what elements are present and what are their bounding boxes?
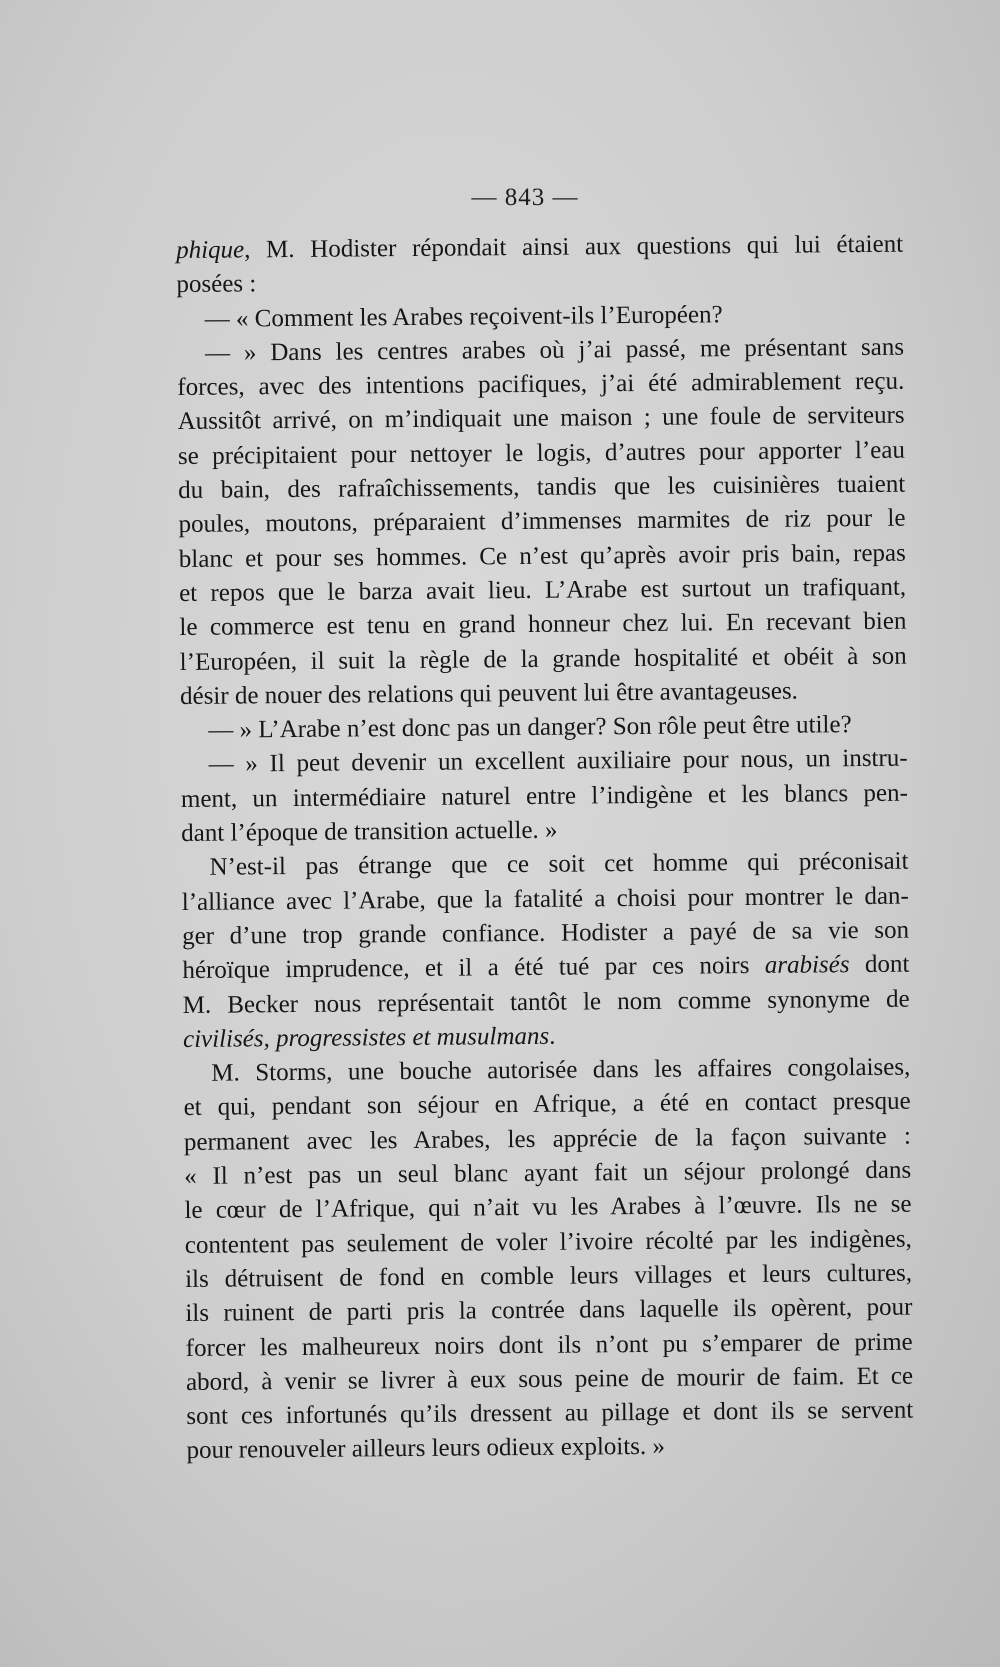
page-number: — 843 —: [471, 184, 579, 211]
text-segment: N’est-il pas étrange que ce soit cet homme qui préconisait: [209, 847, 909, 882]
text-segment: — « Comment les Arabes reçoivent-ils l’Européen?: [204, 300, 723, 333]
body-text: [176, 228, 914, 1469]
text-line: [181, 776, 908, 817]
text-segment: .: [549, 1022, 556, 1050]
text-segment: dont: [849, 950, 910, 979]
text-segment: — » L’Arabe n’est donc pas un danger? Son rôle peut être utile?: [208, 711, 852, 744]
text-line: [185, 1291, 912, 1332]
text-segment: du bain, des rafraîchissements, tandis que les cuisinières tuaient: [178, 470, 906, 505]
text-segment: ils ruinent de parti pris la contrée dans laquelle ils opèrent, pour: [185, 1293, 913, 1328]
text-segment: — » Il peut devenir un excellent auxiliaire pour nous, un instru-: [208, 745, 908, 779]
text-segment: ment, un intermédiaire naturel entre l’indigène et les blancs pen-: [180, 779, 909, 813]
text-segment: pour renouveler ailleurs leurs odieux exploits. »: [186, 1433, 666, 1465]
text-segment: Aussitôt arrivé, on m’indiquait une maison ; une foule de serviteurs: [177, 402, 905, 436]
text-segment: forces, avec des intentions pacifiques, j’ai été admirablement reçu.: [177, 367, 905, 402]
text-line: [186, 1428, 913, 1469]
text-segment: forcer les malheureux noirs dont ils n’ont pu s’emparer de prime: [185, 1328, 913, 1362]
text-line: [184, 1188, 911, 1229]
text-segment: abord, à venir se livrer à eux sous peine de mourir de faim. Et ce: [185, 1362, 914, 1396]
text-segment: permanent avec les Arabes, les apprécie de la façon suivante :: [183, 1122, 912, 1156]
text-line: [180, 639, 907, 680]
italic-text: phique: [176, 236, 245, 264]
text-segment: ger d’une trop grande confiance. Hodister a payé de sa vie son: [182, 916, 910, 950]
text-segment: et repos que le barza avait lieu. L’Arabe est surtout un trafiquant,: [179, 573, 907, 607]
italic-text: arabisés: [764, 951, 850, 980]
text-segment: ils détruisent de fond en comble leurs villages et leurs cultures,: [185, 1259, 913, 1293]
text-segment: sont ces infortunés qu’ils dressent au pillage et dont ils se servent: [186, 1396, 914, 1431]
text-segment: se précipitaient pour nettoyer le logis, d’autres pour apporter l’eau: [177, 436, 906, 470]
text-line: [179, 605, 906, 646]
text-line: [182, 948, 909, 989]
text-segment: blanc et pour ses hommes. Ce n’est qu’après avoir pris bain, repas: [178, 539, 906, 573]
text-segment: et qui, pendant son séjour en Afrique, a été en contact presque: [183, 1088, 911, 1122]
text-line: [176, 228, 903, 269]
text-segment: — » Dans les centres arabes où j’ai passé, me présentant sans: [204, 333, 905, 367]
text-segment: posées :: [176, 270, 257, 299]
text-segment: contentent pas seulement de voler l’ivoire récolté par les indigènes,: [184, 1225, 912, 1259]
text-segment: poules, moutons, préparaient d’immenses marmites de riz pour le: [178, 505, 906, 539]
text-line: [183, 982, 910, 1023]
text-segment: le cœur de l’Afrique, qui n’ait vu les Arabes à l’œuvre. Ils ne se: [184, 1190, 912, 1225]
text-segment: dant l’époque de transition actuelle. »: [181, 816, 558, 848]
text-line: [186, 1394, 913, 1435]
text-line: [178, 502, 905, 543]
text-segment: l’alliance avec l’Arabe, que la fatalité a choisi pour montrer le dan-: [181, 882, 909, 916]
text-segment: désir de nouer des relations qui peuvent lui être avantageuses.: [179, 677, 798, 710]
text-segment: M. Storms, une bouche autorisée dans les affaires congolaises,: [211, 1053, 911, 1087]
text-segment: , M. Hodister répondait ainsi aux questions qui lui étaient: [244, 230, 904, 264]
italic-text: civilisés, progressistes et musulmans: [182, 1022, 550, 1053]
text-line: [181, 845, 908, 886]
text-segment: « Il n’est pas un seul blanc ayant fait un séjour prolongé dans: [184, 1156, 912, 1190]
text-segment: héroïque imprudence, et il a été tué par ces noirs: [182, 952, 765, 985]
text-segment: le commerce est tenu en grand honneur chez lui. En recevant bien: [179, 607, 907, 642]
text-segment: l’Européen, il suit la règle de la grande hospitalité et obéit à son: [179, 642, 907, 676]
text-segment: M. Becker nous représentait tantôt le nom comme synonyme de: [182, 985, 910, 1019]
